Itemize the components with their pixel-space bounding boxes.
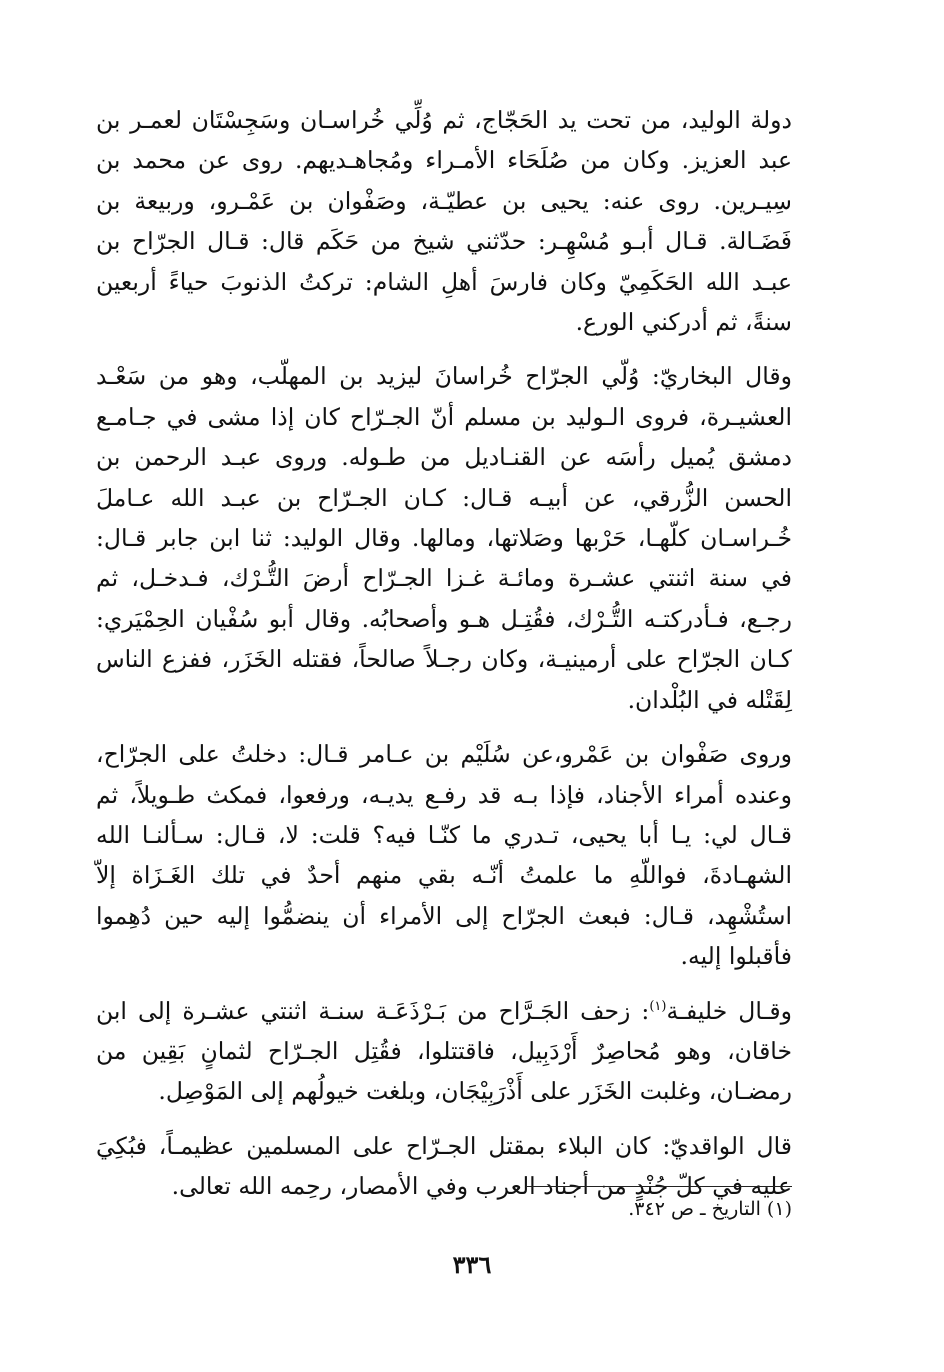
paragraph-3: وروى صَفْوان بن عَمْرو،عن سُلَيْم بن عـامر قـال: دخلتُ على الجرّاح، وعنده أمراء الأجناد، فإذا بـه قد رفـع يديـه، ورفعوا، فمكث طـويلاً، ثم قـال لي: يـا أبا يحيى، تـدري ما كنّـا فيه؟ قلت: لا، قـال: سـألنـا الله الشهـادةَ، فواللّهِ ما علمتُ أنّـه بقي منهم أحدٌ في تلك الغَـزَاة إلاّ استُشْهِد، قـال: فبعث الجرّاح إلى الأمراء أن ينضمُّوا إليه حين دُهِموا فأقبلوا إليه. (96, 740, 792, 971)
paragraph-4-body: زحف الجَـرَّاح من بَـرْذَعَـة سنـة اثنتي عشـرة إلى ابن خاقان، وهو مُحاصِرٌ أَرْدَبِيل، فاقتتلوا، فقُتِل الجـرّاح لثمانٍ بَقِين من رمضـان، وغلبت الخَزَر على أَذْرَبِيْجَان، وبلغت خيولُهم إلى المَوْصِل. (96, 996, 792, 1106)
footnote-marker: (١) (649, 998, 667, 1014)
paragraph-2: وقال البخاريّ: وُلّي الجرّاح خُراسانَ ليزيد بن المهلّب، وهو من سَعْـد العشيـرة، فروى الـوليد بن مسلم أنّ الجـرّاح كان إذا مشى في جـامـع دمشق يُميل رأسَه عن القنـاديل من طـوله. وروى عبـد الرحمن بن الحسن الزُّرقي، عن أبيـه قـال: كـان الجـرّاح بن عبـد الله عـاملَ خُـراسـان كلّهـا، حَرْبها وصَلاتها، ومالها. وقال الوليد: ثنا ابن جابر قـال: في سنة اثنتي عشـرة ومائـة غـزا الجـرّاح أرضَ التُّـرْك، فـدخـل، ثم رجـع، فـأدركتـه التُّـرْك، فقُتِـل هـو وأصحابُه. وقال أبو سُفْيان الحِمْيَري: كـان الجرّاح على أرمينيـة، وكان رجـلاً صالحاً، فقتله الخَزَر، ففزع الناس لِقَتْله في البُلْدان. (96, 362, 792, 714)
paragraph-5: قال الواقديّ: كان البلاء بمقتل الجـرّاح على المسلمين عظيمـاً، فبُكِيَ عليه في كلّ جُنْدٍ من أجناد العرب وفي الأمصار، رحِمه الله تعالى. (96, 1131, 792, 1201)
page-number: ٣٣٦ (452, 1250, 492, 1279)
paragraph-4-colon: : (630, 996, 650, 1025)
paragraph-1: دولة الوليد، من تحت يد الحَجّاج، ثم وُلِّي خُراسـان وسَجِسْتَان لعمـر بن عبد العزيز. وكان من صُلَحَاء الأمـراء ومُجاهـديهم. روى عن محمد بن سِيـرين. روى عنه: يحيى بن عطيّـة، وصَفْوان بن عَمْـرو، وربيعة بن فَضَـالة. قـال أبـو مُسْهِـر: حدّثني شيخ من حَكَم قال: قـال الجرّاح بن عبـد الله الحَكَمِيّ وكان فارسَ أهلِ الشام: تركتُ الذنوبَ حياءً أربعين سنةً، ثم أدركني الورع. (96, 106, 792, 337)
paragraph-4-lead: وقـال خليفـة (666, 996, 792, 1025)
footnote: (١) التاريخ ـ ص ٣٤٢. (628, 1198, 792, 1220)
footnote-divider (527, 1186, 792, 1187)
body-text (96, 100, 792, 1207)
paragraph-4 (96, 991, 792, 1112)
